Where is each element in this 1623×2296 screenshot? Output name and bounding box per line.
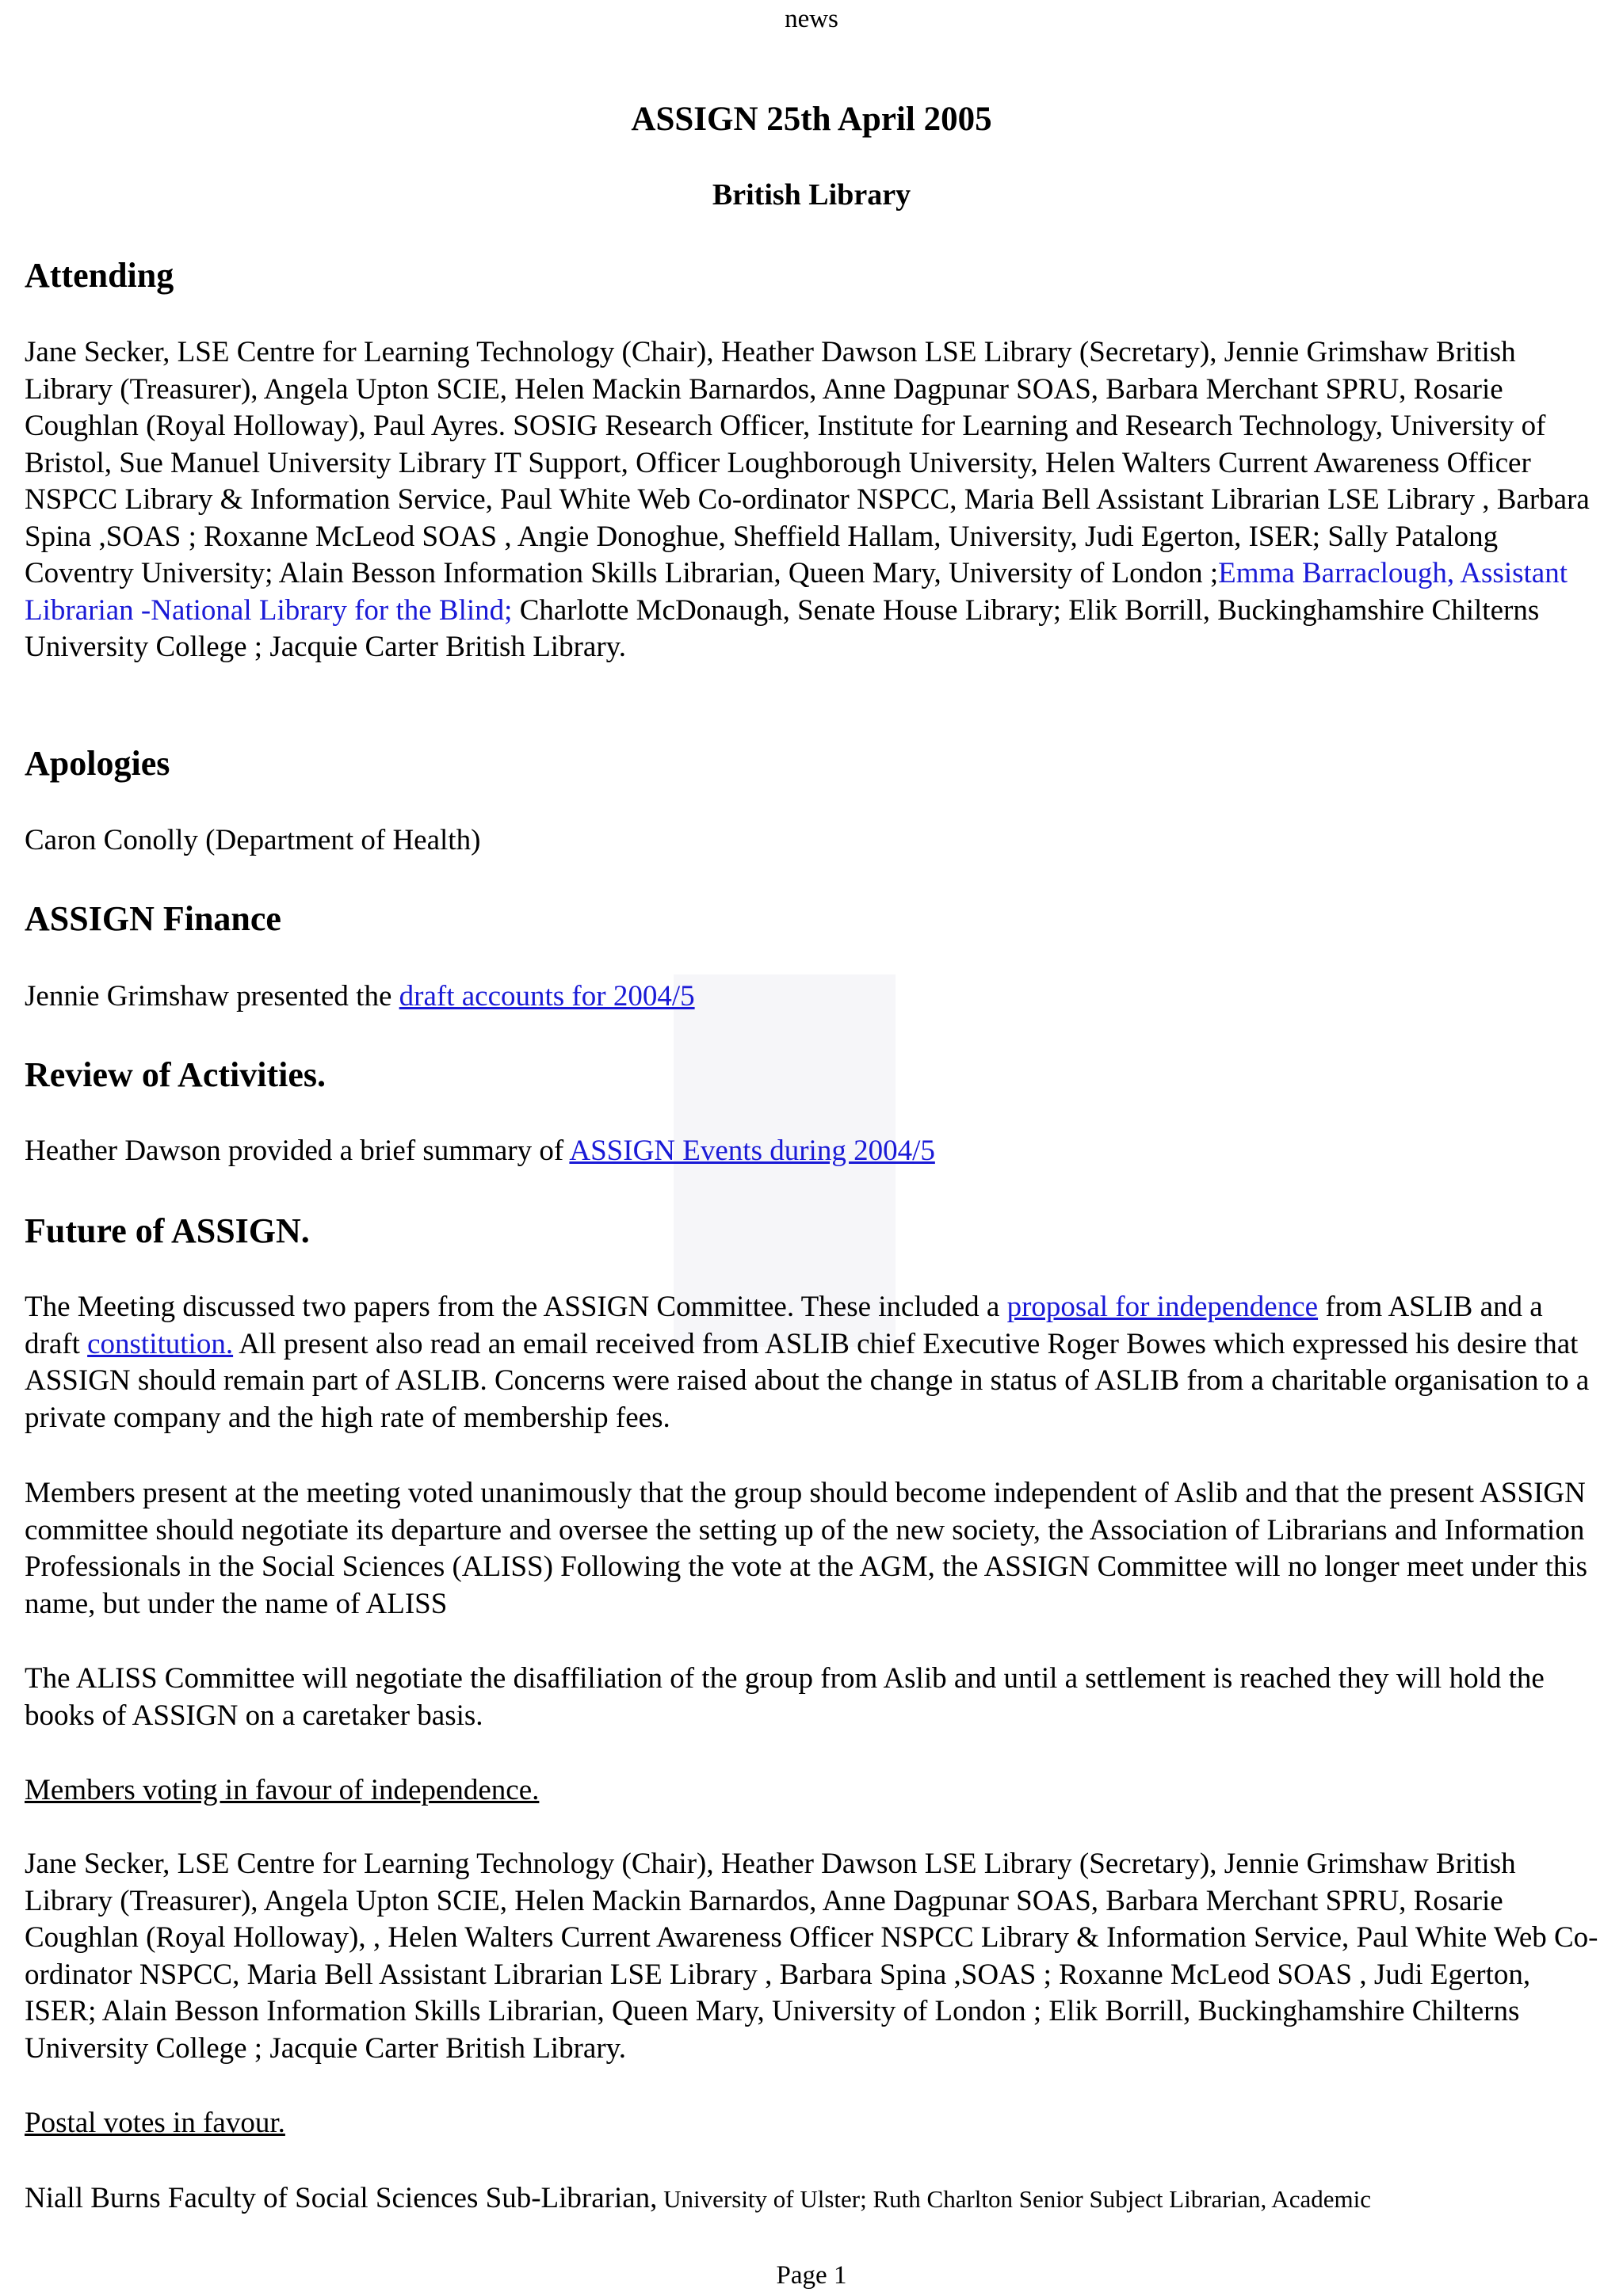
draft-accounts-link[interactable]: draft accounts for 2004/5 (399, 980, 695, 1013)
future-paragraph-2: Members present at the meeting voted unanimously that the group should become independent of Aslib and that the present ASSIGN committee should negotiate its departure and oversee the setting up of the new society, the Association of Librarians and Information Professionals in the Social Sciences (ALISS) Following the vote at the AGM, the ASSIGN Committee will no longer meet under this name, but under the name of ALISS (25, 1477, 1588, 1620)
finance-heading: ASSIGN Finance (25, 899, 281, 938)
apologies-heading: Apologies (25, 744, 170, 783)
postal-votes-heading: Postal votes in favour. (25, 2107, 285, 2139)
future-p1-text-b: from ASLIB and a draft (25, 1291, 1543, 1360)
page-number: Page 1 (776, 2261, 847, 2290)
proposal-link[interactable]: proposal for independence (1006, 1291, 1319, 1323)
page-subtitle: British Library (712, 178, 911, 212)
finance-text: Jennie Grimshaw presented the (25, 980, 399, 1013)
voting-list: Jane Secker, LSE Centre for Learning Technology (Chair), Heather Dawson LSE Library (Secretary), Jennie Grimshaw British Library (Treasurer), Angela Upton SCIE, Helen Mackin Barnardos, Anne Dagpunar SOAS, Barbara Merchant SPRU, Rosarie Coughlan (Royal Holloway), , Helen Walters Current Awareness Officer NSPCC Library & Information Service, Paul White Web Co-ordinator NSPCC, Maria Bell Assistant Librarian LSE Library , Barbara Spina ,SOAS ; Roxanne McLeod SOAS , Judi Egerton, ISER; Alain Besson Information Skills Librarian, Queen Mary, University of London ; Elik Borrill, Buckinghamshire Chilterns University College ; Jacquie Carter British Library. (25, 1848, 1598, 2065)
page-title: ASSIGN 25th April 2005 (631, 101, 992, 138)
attending-text: Jane Secker, LSE Centre for Learning Technology (Chair), Heather Dawson LSE Library (Secretary), Jennie Grimshaw British Library (Treasurer), Angela Upton SCIE, Helen Mackin Barnardos, Anne Dagpunar SOAS, Barbara Merchant SPRU, Rosarie Coughlan (Royal Holloway), Paul Ayres. SOSIG Research Officer, Institute for Learning and Research Technology, University of Bristol, Sue Manuel University Library IT Support, Officer Loughborough University, Helen Walters Current Awareness Officer NSPCC Library & Information Service, Paul White Web Co-ordinator NSPCC, Maria Bell Assistant Librarian LSE Library , Barbara Spina ,SOAS ; Roxanne McLeod SOAS , Angie Donoghue, Sheffield Hallam, University, Judi Egerton, ISER; Sally Patalong Coventry University; Alain Besson Information Skills Librarian, Queen Mary, University of London ; (25, 336, 1590, 589)
review-paragraph (25, 1133, 1602, 1170)
postal-votes-text-small: University of Ulster; Ruth Charlton Senior Subject Librarian, Academic (657, 2185, 1371, 2213)
review-text: Heather Dawson provided a brief summary of (25, 1135, 570, 1167)
attending-text-end: Charlotte McDonaugh, Senate House Library; Elik Borrill, Buckinghamshire Chilterns University College ; Jacquie Carter British Library. (25, 593, 1540, 663)
future-heading: Future of ASSIGN. (25, 1211, 310, 1250)
attending-heading: Attending (25, 256, 174, 295)
postal-votes-list (25, 2180, 1602, 2218)
postal-votes-text: Niall Burns Faculty of Social Sciences Sub-Librarian, (25, 2182, 658, 2214)
future-paragraph-3: The ALISS Committee will negotiate the disaffiliation of the group from Aslib and until a settlement is reached they will hold the books of ASSIGN on a caretaker basis. (25, 1662, 1545, 1732)
future-paragraph-1 (25, 1289, 1602, 1436)
attending-highlight: Emma Barraclough, Assistant Librarian -National Library for the Blind; (25, 557, 1568, 627)
constitution-link[interactable]: constitution. (87, 1327, 234, 1360)
finance-paragraph (25, 978, 1602, 1016)
page-header-label: news (785, 5, 838, 33)
review-heading: Review of Activities. (25, 1055, 326, 1094)
voting-heading: Members voting in favour of independence. (25, 1774, 540, 1806)
assign-events-link[interactable]: ASSIGN Events during 2004/5 (569, 1135, 935, 1167)
future-p1-text-c: All present also read an email received from ASLIB chief Executive Roger Bowes which expressed his desire that ASSIGN should remain part of ASLIB. Concerns were raised about the change in status of ASLIB from a charitable organisation to a private company and the high rate of membership fees. (25, 1327, 1590, 1434)
apologies-text: Caron Conolly (Department of Health) (25, 824, 481, 856)
attending-list (25, 334, 1602, 666)
future-p1-text: The Meeting discussed two papers from the ASSIGN Committee. These included a (25, 1291, 1007, 1323)
